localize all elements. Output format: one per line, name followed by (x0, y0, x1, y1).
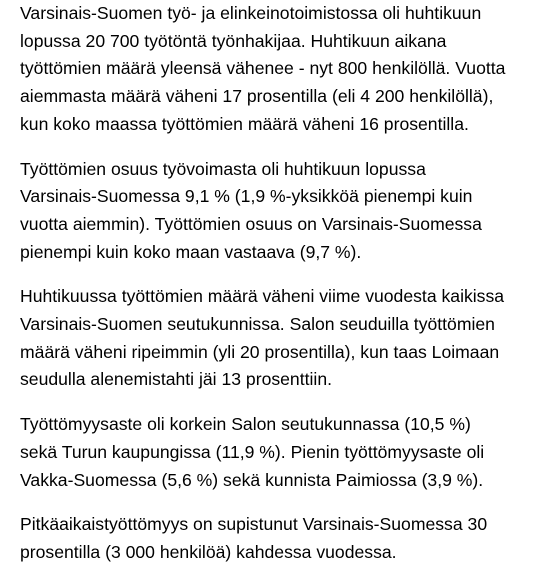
text-line: vuotta aiemmin). Työttömien osuus on Varsinais-Suomessa (20, 213, 482, 234)
text-line: aiemmasta määrä väheni 17 prosentilla (eli 4 200 henkilöllä), (20, 86, 494, 107)
paragraph-3 (20, 283, 558, 394)
text-line: Työttömyysaste oli korkein Salon seutukunnassa (10,5 %) (20, 414, 471, 435)
text-line: seudulla alenemistahti jäi 13 prosenttiin. (20, 369, 332, 390)
text-line: Varsinais-Suomen työ- ja elinkeinotoimistossa oli huhtikuun (20, 3, 482, 23)
paragraph-gap (20, 266, 558, 283)
text-line: Varsinais-Suomessa 9,1 % (1,9 %-yksikköä pienempi kuin (20, 186, 473, 207)
text-line: lopussa 20 700 työtöntä työnhakijaa. Huhtikuun aikana (20, 30, 447, 51)
paragraph-5 (20, 511, 558, 566)
text-line: Huhtikuussa työttömien määrä väheni viime vuodesta kaikissa (20, 286, 505, 307)
text-line: Vakka-Suomessa (5,6 %) sekä kunnista Paimiossa (3,9 %). (20, 469, 484, 490)
text-line: Työttömien osuus työvoimasta oli huhtikuun lopussa (20, 158, 426, 179)
paragraph-1 (20, 0, 558, 139)
paragraph-gap (20, 394, 558, 411)
paragraph-gap (20, 494, 558, 511)
text-line: kun koko maassa työttömien määrä väheni 16 prosentilla. (20, 113, 469, 134)
text-line: Varsinais-Suomen seutukunnissa. Salon seuduilla työttömien (20, 314, 495, 335)
text-line: pienempi kuin koko maan vastaava (9,7 %). (20, 241, 362, 262)
paragraph-gap (20, 139, 558, 156)
text-line: Pitkäaikaistyöttömyys on supistunut Varsinais-Suomessa 30 (20, 514, 488, 535)
text-line: määrä väheni ripeimmin (yli 20 prosentilla), kun taas Loimaan (20, 341, 500, 362)
text-line: sekä Turun kaupungissa (11,9 %). Pienin työttömyysaste oli (20, 441, 485, 462)
text-line: prosentilla (3 000 henkilöä) kahdessa vuodessa. (20, 541, 397, 562)
text-line: työttömien määrä yleensä vähenee - nyt 800 henkilöllä. Vuotta (20, 58, 506, 79)
document-body (20, 0, 558, 567)
paragraph-2 (20, 156, 558, 267)
paragraph-4 (20, 411, 558, 494)
